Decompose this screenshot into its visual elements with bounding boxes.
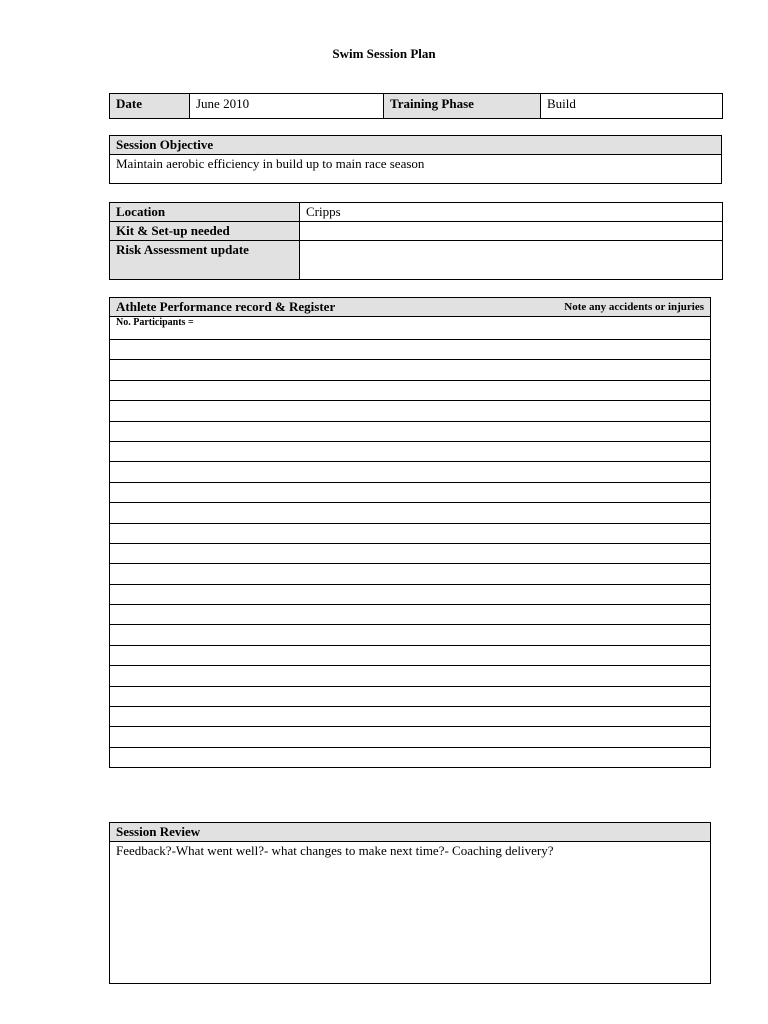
kit-setup-field[interactable] xyxy=(300,222,723,241)
location-field[interactable]: Cripps xyxy=(300,203,723,222)
kit-setup-label: Kit & Set-up needed xyxy=(110,222,300,241)
register-row[interactable] xyxy=(110,645,711,665)
location-label: Location xyxy=(110,203,300,222)
register-row[interactable] xyxy=(110,482,711,502)
page-title: Swim Session Plan xyxy=(332,46,436,61)
register-row[interactable] xyxy=(110,503,711,523)
register-row[interactable] xyxy=(110,625,711,645)
register-row[interactable] xyxy=(110,605,711,625)
register-row[interactable] xyxy=(110,340,711,360)
athlete-register-table xyxy=(109,297,711,768)
risk-assessment-label: Risk Assessment update xyxy=(110,241,300,280)
register-title: Athlete Performance record & Register xyxy=(116,299,336,314)
session-objective-table xyxy=(109,135,722,184)
register-note: Note any accidents or injuries xyxy=(564,301,704,313)
participants-count-field[interactable]: No. Participants = xyxy=(110,317,711,340)
register-row[interactable] xyxy=(110,727,711,747)
date-field[interactable]: June 2010 xyxy=(190,94,384,119)
register-row[interactable] xyxy=(110,462,711,482)
register-row[interactable] xyxy=(110,686,711,706)
session-review-field[interactable]: Feedback?-What went well?- what changes to make next time?- Coaching delivery? xyxy=(110,842,711,984)
register-row[interactable] xyxy=(110,421,711,441)
session-objective-field[interactable]: Maintain aerobic efficiency in build up to main race season xyxy=(110,155,722,184)
register-row[interactable] xyxy=(110,360,711,380)
register-header xyxy=(110,298,711,317)
register-row[interactable] xyxy=(110,543,711,563)
logistics-table xyxy=(109,202,723,280)
session-objective-label: Session Objective xyxy=(110,136,722,155)
register-row[interactable] xyxy=(110,564,711,584)
register-row[interactable] xyxy=(110,401,711,421)
risk-assessment-field[interactable] xyxy=(300,241,723,280)
register-row[interactable] xyxy=(110,441,711,461)
session-review-table xyxy=(109,822,711,984)
session-header-table xyxy=(109,93,723,119)
register-row[interactable] xyxy=(110,523,711,543)
register-row[interactable] xyxy=(110,747,711,767)
register-row[interactable] xyxy=(110,707,711,727)
register-row[interactable] xyxy=(110,380,711,400)
register-row[interactable] xyxy=(110,666,711,686)
date-label: Date xyxy=(110,94,190,119)
session-review-label: Session Review xyxy=(110,823,711,842)
training-phase-label: Training Phase xyxy=(384,94,541,119)
training-phase-field[interactable]: Build xyxy=(541,94,723,119)
register-row[interactable] xyxy=(110,584,711,604)
